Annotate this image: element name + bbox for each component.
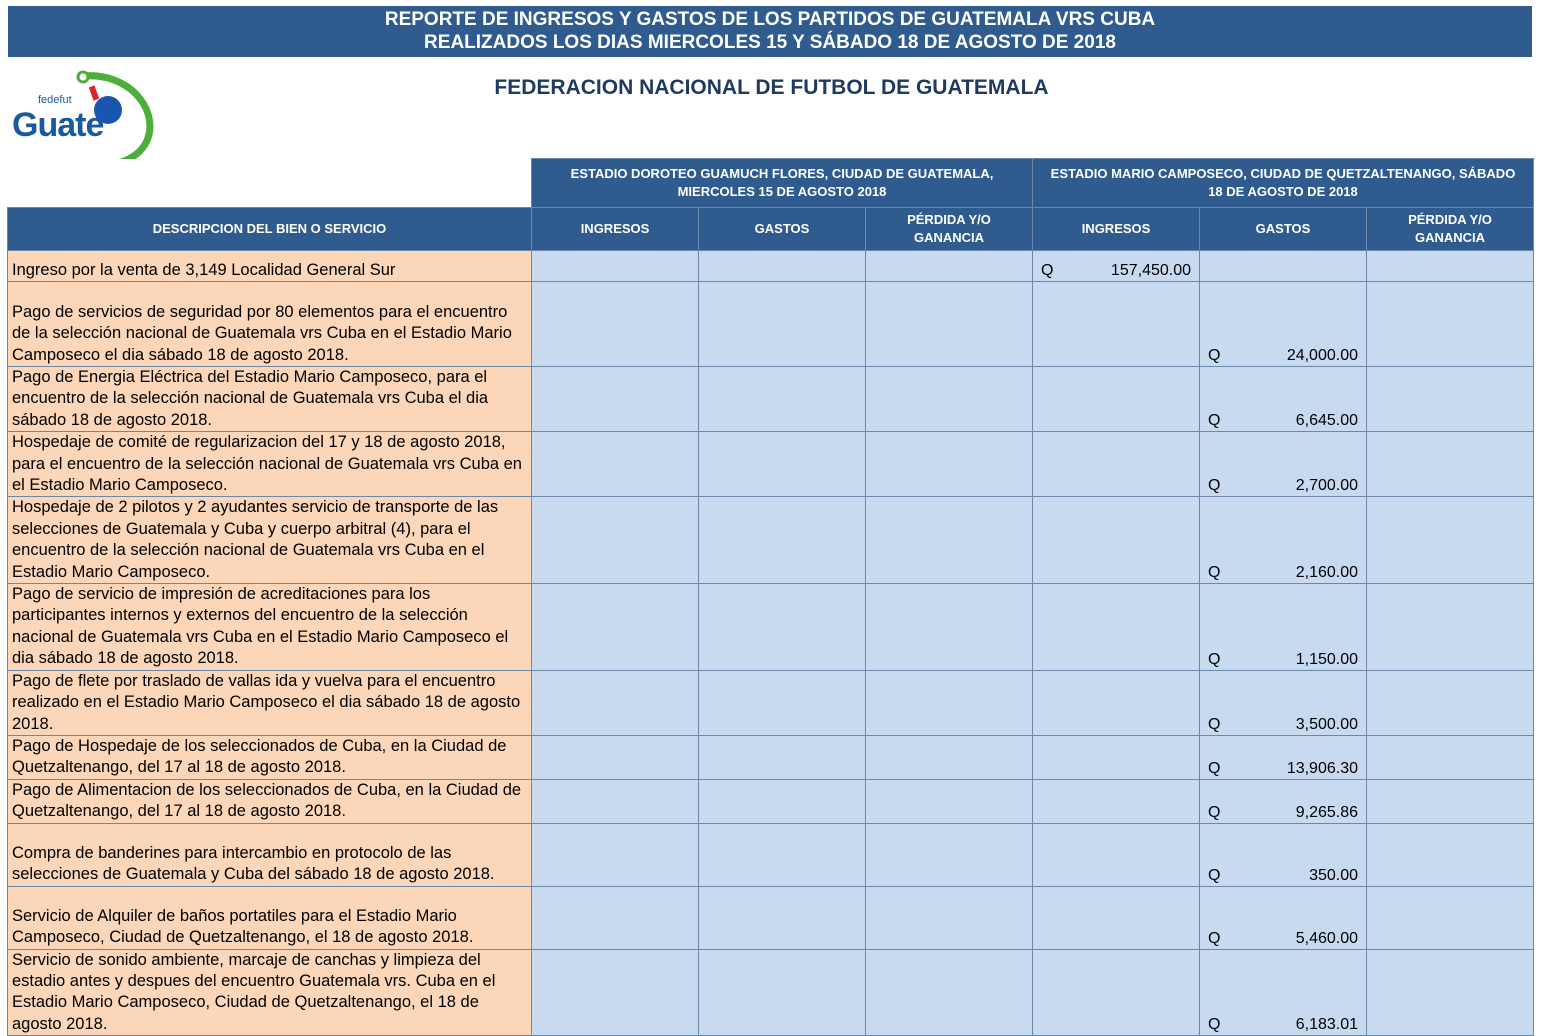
row-description: Servicio de sonido ambiente, marcaje de canchas y limpieza del estadio antes y despues del encuentro Guatemala vrs. Cuba en el Estadio Mario Camposeco, Ciudad de Quetzaltenango, el 18 de agosto 2018. bbox=[8, 949, 532, 1036]
amount-value: 6,183.01 bbox=[1295, 1016, 1358, 1034]
venue2-gastos-cell bbox=[1200, 497, 1367, 584]
report-title-line1: REPORTE DE INGRESOS Y GASTOS DE LOS PARTIDOS DE GUATEMALA VRS CUBA bbox=[384, 9, 1156, 30]
venue1-gastos-cell bbox=[699, 949, 866, 1036]
table-row bbox=[8, 497, 1534, 584]
currency-symbol: Q bbox=[1041, 262, 1054, 279]
table-row bbox=[8, 670, 1534, 735]
venue1-gastos-cell bbox=[699, 779, 866, 823]
venue2-perdida-cell bbox=[1367, 670, 1534, 735]
row-description: Compra de banderines para intercambio en protocolo de las selecciones de Guatemala y Cuba del sábado 18 de agosto 2018. bbox=[8, 823, 532, 886]
venue1-perdida-cell bbox=[866, 497, 1033, 584]
amount-value: 350.00 bbox=[1309, 866, 1358, 884]
venue2-gastos-cell bbox=[1200, 735, 1367, 779]
venue1-ingresos-cell bbox=[532, 670, 699, 735]
venue2-gastos-header: GASTOS bbox=[1200, 208, 1367, 251]
venue2-ingresos-cell bbox=[1033, 823, 1200, 886]
venue2-gastos-cell bbox=[1200, 367, 1367, 432]
currency-symbol: Q bbox=[1208, 759, 1221, 777]
venue1-perdida-cell bbox=[866, 670, 1033, 735]
venue1-perdida-cell bbox=[866, 886, 1033, 949]
venue2-ingresos-cell bbox=[1033, 949, 1200, 1036]
venue2-gastos-cell bbox=[1200, 282, 1367, 367]
table-body bbox=[8, 251, 1534, 1036]
venue2-perdida-cell bbox=[1367, 886, 1534, 949]
row-description: Pago de flete por traslado de vallas ida y vuelva para el encuentro realizado en el Estadio Mario Camposeco el dia sábado 18 de agosto 2018. bbox=[8, 670, 532, 735]
venue1-ingresos-header: INGRESOS bbox=[532, 208, 699, 251]
amount-value: 24,000.00 bbox=[1286, 347, 1358, 364]
currency-symbol: Q bbox=[1208, 803, 1221, 821]
venue1-gastos-cell bbox=[699, 497, 866, 584]
venue2-gastos-cell bbox=[1200, 823, 1367, 886]
venue1-perdida-cell bbox=[866, 367, 1033, 432]
logo-small-text: fedefut bbox=[38, 94, 72, 106]
venue1-gastos-cell bbox=[699, 282, 866, 367]
venue1-perdida-cell bbox=[866, 282, 1033, 367]
venue2-gastos-cell bbox=[1200, 886, 1367, 949]
table-row bbox=[8, 949, 1534, 1036]
row-description: Servicio de Alquiler de baños portatiles para el Estadio Mario Camposeco, Ciudad de Quetzaltenango, el 18 de agosto 2018. bbox=[8, 886, 532, 949]
venue2-perdida-cell bbox=[1367, 584, 1534, 671]
amount-value: 157,450.00 bbox=[1110, 262, 1191, 279]
currency-symbol: Q bbox=[1208, 929, 1221, 947]
venue2-gastos-cell bbox=[1200, 432, 1367, 497]
venue2-perdida-cell bbox=[1367, 367, 1534, 432]
venue2-ingresos-cell bbox=[1033, 282, 1200, 367]
table-row bbox=[8, 735, 1534, 779]
venue2-perdida-cell bbox=[1367, 823, 1534, 886]
report-title-line2: REALIZADOS LOS DIAS MIERCOLES 15 Y SÁBADO 18 DE AGOSTO DE 2018 bbox=[424, 32, 1116, 53]
table-row bbox=[8, 886, 1534, 949]
venue1-gastos-cell bbox=[699, 367, 866, 432]
venue2-gastos-cell bbox=[1200, 670, 1367, 735]
table-row bbox=[8, 251, 1534, 282]
venue2-perdida-cell bbox=[1367, 251, 1534, 282]
amount-value: 2,160.00 bbox=[1295, 564, 1358, 582]
row-description: Pago de Alimentacion de los seleccionados de Cuba, en la Ciudad de Quetzaltenango, del 17 al 18 de agosto 2018. bbox=[8, 779, 532, 823]
amount-value: 3,500.00 bbox=[1295, 715, 1358, 733]
venue2-perdida-cell bbox=[1367, 282, 1534, 367]
currency-symbol: Q bbox=[1208, 564, 1221, 582]
venue2-ingresos-header: INGRESOS bbox=[1033, 208, 1200, 251]
venue2-perdida-cell bbox=[1367, 735, 1534, 779]
venue1-gastos-cell bbox=[699, 432, 866, 497]
table-corner bbox=[8, 159, 532, 208]
currency-symbol: Q bbox=[1208, 477, 1221, 495]
venue1-ingresos-cell bbox=[532, 251, 699, 282]
table-row bbox=[8, 779, 1534, 823]
table-row bbox=[8, 367, 1534, 432]
venue1-gastos-cell bbox=[699, 823, 866, 886]
venue2-gastos-cell bbox=[1200, 779, 1367, 823]
table-row bbox=[8, 823, 1534, 886]
table-row bbox=[8, 282, 1534, 367]
currency-symbol: Q bbox=[1208, 650, 1221, 668]
venue2-perdida-cell bbox=[1367, 779, 1534, 823]
venue2-ingresos-cell bbox=[1033, 779, 1200, 823]
amount-value: 6,645.00 bbox=[1295, 412, 1358, 430]
venue2-ingresos-cell bbox=[1033, 251, 1200, 282]
table-row bbox=[8, 432, 1534, 497]
row-description: Pago de servicio de impresión de acreditaciones para los participantes internos y externos del encuentro de la selección nacional de Guatemala vrs Cuba en el Estadio Mario Camposeco el dia sábado 18 de agosto 2018. bbox=[8, 584, 532, 671]
report-title-banner bbox=[8, 6, 1532, 57]
venue2-perdida-cell bbox=[1367, 432, 1534, 497]
venue1-gastos-cell bbox=[699, 735, 866, 779]
venue1-perdida-header: PÉRDIDA Y/O GANANCIA bbox=[866, 208, 1033, 251]
venue1-ingresos-cell bbox=[532, 823, 699, 886]
venue1-perdida-cell bbox=[866, 432, 1033, 497]
venue1-perdida-cell bbox=[866, 779, 1033, 823]
row-description: Pago de Energia Eléctrica del Estadio Mario Camposeco, para el encuentro de la selección nacional de Guatemala vrs Cuba el dia sábado 18 de agosto 2018. bbox=[8, 367, 532, 432]
venue1-gastos-cell bbox=[699, 251, 866, 282]
venue2-ingresos-cell bbox=[1033, 886, 1200, 949]
venue2-ingresos-cell bbox=[1033, 497, 1200, 584]
description-header: DESCRIPCION DEL BIEN O SERVICIO bbox=[8, 208, 532, 251]
venue1-ingresos-cell bbox=[532, 432, 699, 497]
venue1-perdida-cell bbox=[866, 949, 1033, 1036]
venue1-gastos-cell bbox=[699, 670, 866, 735]
row-description: Hospedaje de 2 pilotos y 2 ayudantes servicio de transporte de las selecciones de Guatemala y Cuba y cuerpo arbitral (4), para el encuentro de la selección nacional de Guatemala vrs Cuba en el Estadio Mario Camposeco. bbox=[8, 497, 532, 584]
venue1-perdida-cell bbox=[866, 823, 1033, 886]
venue2-gastos-cell bbox=[1200, 584, 1367, 671]
row-description: Pago de Hospedaje de los seleccionados de Cuba, en la Ciudad de Quetzaltenango, del 17 al 18 de agosto 2018. bbox=[8, 735, 532, 779]
row-description: Hospedaje de comité de regularizacion del 17 y 18 de agosto 2018, para el encuentro de la selección nacional de Guatemala vrs Cuba en el Estadio Mario Camposeco. bbox=[8, 432, 532, 497]
venue1-ingresos-cell bbox=[532, 886, 699, 949]
currency-symbol: Q bbox=[1208, 1016, 1221, 1034]
income-expense-table bbox=[7, 158, 1534, 1036]
venue1-gastos-cell bbox=[699, 584, 866, 671]
venue2-ingresos-cell bbox=[1033, 367, 1200, 432]
logo-big-text: Guate bbox=[12, 106, 104, 144]
venue1-perdida-cell bbox=[866, 735, 1033, 779]
row-description: Ingreso por la venta de 3,149 Localidad General Sur bbox=[8, 251, 532, 282]
venue2-ingresos-cell bbox=[1033, 432, 1200, 497]
venue2-ingresos-cell bbox=[1033, 670, 1200, 735]
venue1-ingresos-cell bbox=[532, 779, 699, 823]
venue1-ingresos-cell bbox=[532, 735, 699, 779]
venue2-gastos-cell bbox=[1200, 251, 1367, 282]
amount-value: 13,906.30 bbox=[1286, 759, 1358, 777]
venue2-perdida-cell bbox=[1367, 949, 1534, 1036]
amount-value: 2,700.00 bbox=[1295, 477, 1358, 495]
amount-value: 5,460.00 bbox=[1295, 929, 1358, 947]
row-description: Pago de servicios de seguridad por 80 elementos para el encuentro de la selección nacional de Guatemala vrs Cuba en el Estadio Mario Camposeco el dia sábado 18 de agosto 2018. bbox=[8, 282, 532, 367]
venue1-ingresos-cell bbox=[532, 949, 699, 1036]
venue2-gastos-cell bbox=[1200, 949, 1367, 1036]
venue2-ingresos-cell bbox=[1033, 735, 1200, 779]
venue1-gastos-header: GASTOS bbox=[699, 208, 866, 251]
venue2-perdida-header: PÉRDIDA Y/O GANANCIA bbox=[1367, 208, 1534, 251]
table-row bbox=[8, 584, 1534, 671]
amount-value: 1,150.00 bbox=[1295, 650, 1358, 668]
currency-symbol: Q bbox=[1208, 347, 1221, 364]
venue1-ingresos-cell bbox=[532, 282, 699, 367]
venue2-ingresos-cell bbox=[1033, 584, 1200, 671]
organization-name: FEDERACION NACIONAL DE FUTBOL DE GUATEMALA bbox=[494, 76, 1049, 99]
currency-symbol: Q bbox=[1208, 412, 1221, 430]
venue1-perdida-cell bbox=[866, 584, 1033, 671]
venue2-perdida-cell bbox=[1367, 497, 1534, 584]
venue1-header: ESTADIO DOROTEO GUAMUCH FLORES, CIUDAD DE GUATEMALA, MIERCOLES 15 DE AGOSTO 2018 bbox=[532, 159, 1033, 208]
venue2-header: ESTADIO MARIO CAMPOSECO, CIUDAD DE QUETZALTENANGO, SÁBADO 18 DE AGOSTO DE 2018 bbox=[1033, 159, 1534, 208]
currency-symbol: Q bbox=[1208, 866, 1221, 884]
venue1-ingresos-cell bbox=[532, 584, 699, 671]
amount-value: 9,265.86 bbox=[1295, 803, 1358, 821]
currency-symbol: Q bbox=[1208, 715, 1221, 733]
venue1-gastos-cell bbox=[699, 886, 866, 949]
venue1-ingresos-cell bbox=[532, 367, 699, 432]
venue1-perdida-cell bbox=[866, 251, 1033, 282]
venue1-ingresos-cell bbox=[532, 497, 699, 584]
